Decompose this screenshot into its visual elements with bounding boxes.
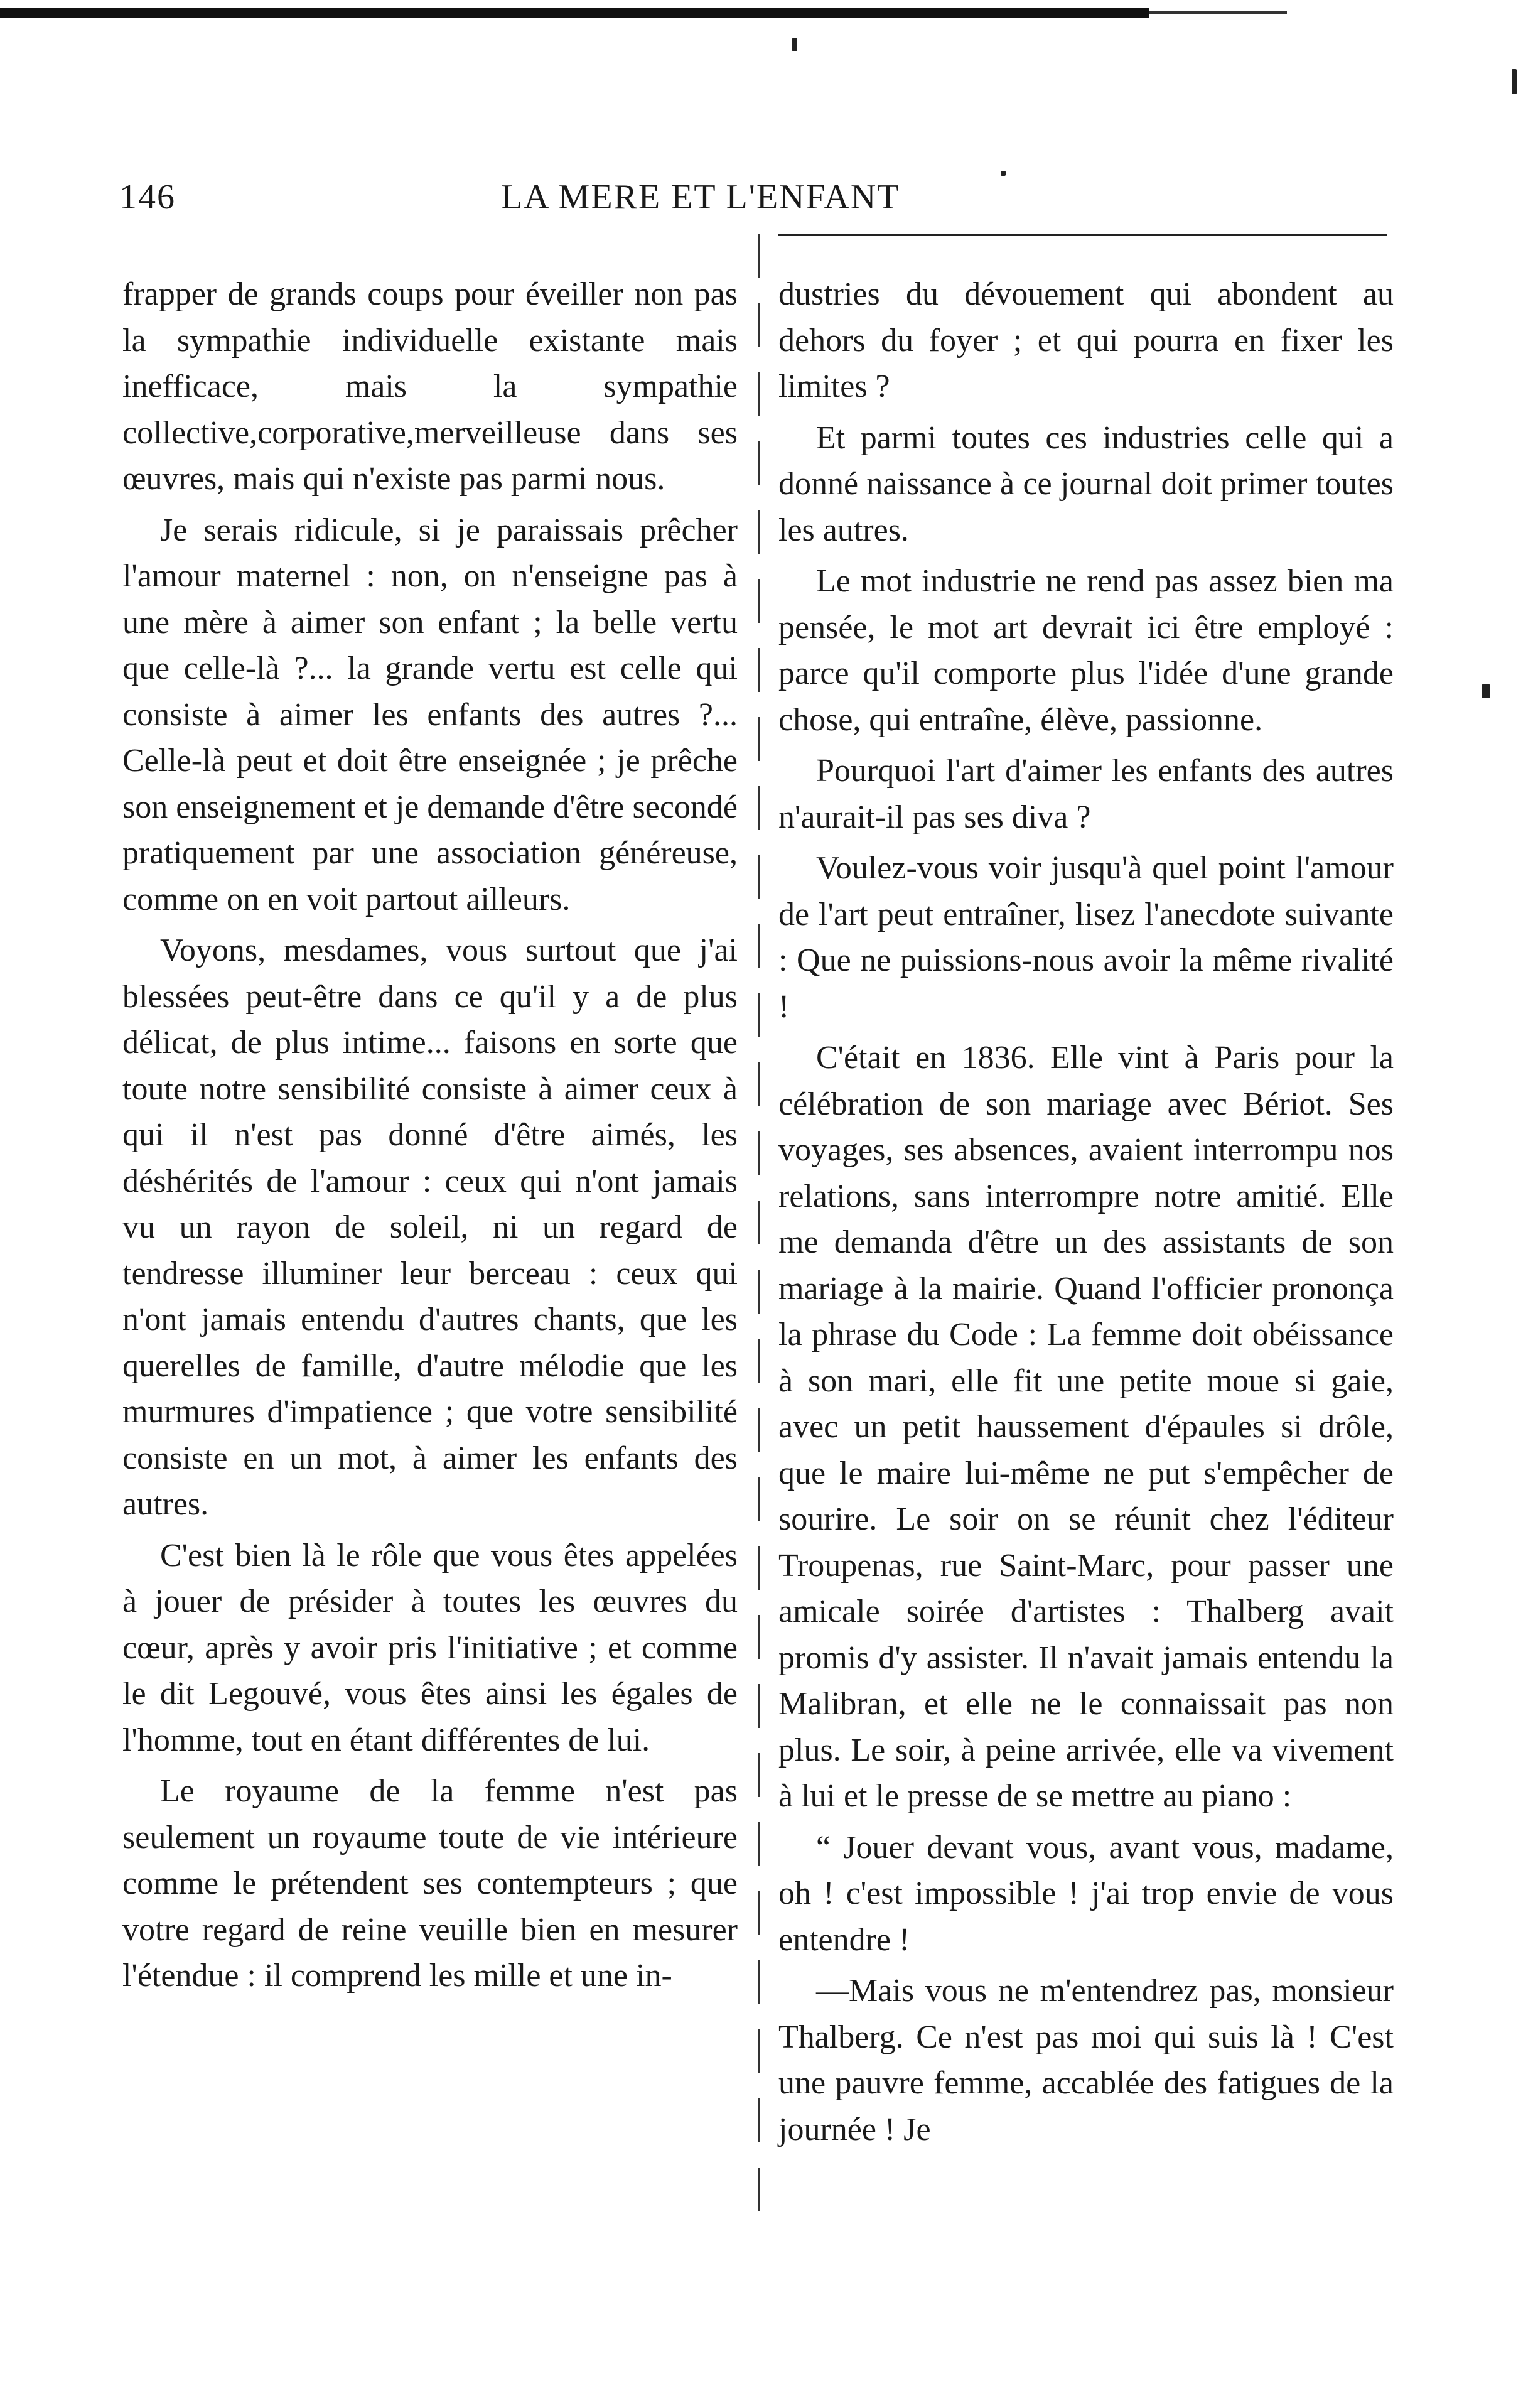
column-divider [758,234,760,2230]
page-number: 146 [119,178,176,217]
running-title: LA MERE ET L'ENFANT [501,178,900,217]
paragraph: Et parmi toutes ces industries celle qui a donné naissance à ce journal doit primer toutes les autres. [778,419,1394,548]
right-column [778,271,1394,2157]
paragraph: Le mot industrie ne rend pas assez bien ma pensée, le mot art devrait ici être employé : parce qu'il comporte plus l'idée d'une grande chose, qui entraîne, élève, passionne. [778,563,1394,738]
paragraph: dustries du dévouement qui abondent au dehors du foyer ; et qui pourra en fixer les limites ? [778,276,1394,404]
paragraph: C'était en 1836. Elle vint à Paris pour la célébration de son mariage avec Bériot. Ses voyages, ses absences, avaient interrompu nos relations, sans interrompre notre amitié. Elle me demanda d'être un des assistants de son mariage à la mairie. Quand l'officier prononça la phrase du Code : La femme doit obéissance à son mari, elle fit une petite moue si gaie, avec un petit haussement d'épaules si drôle, que le maire lui-même ne put s'empêcher de sourire. Le soir on se réunit chez l'éditeur Troupenas, rue Saint-Marc, pour passer une amicale soirée d'artistes : Thalberg avait promis d'y assister. Il n'avait jamais entendu la Malibran, et elle ne le connaissait pas non plus. Le soir, à peine arrivée, elle va vivement à lui et le presse de se mettre au piano : [778,1040,1394,1814]
left-column [122,271,738,2004]
top-border-rule [0,8,1149,18]
paragraph: —Mais vous ne m'entendrez pas, monsieur Thalberg. Ce n'est pas moi qui suis là ! C'est une pauvre femme, accablée des fatigues de la journée ! Je [778,1973,1394,2147]
ink-speck [1512,69,1517,94]
paragraph: Pourquoi l'art d'aimer les enfants des autres n'aurait-il pas ses diva ? [778,753,1394,835]
header-rule [778,234,1387,236]
paragraph: C'est bien là le rôle que vous êtes appelées à jouer de présider à toutes les œuvres du cœur, après y avoir pris l'initiative ; et comme le dit Legouvé, vous êtes ainsi les égales de l'homme, tout en étant différentes de lui. [122,1537,738,1758]
ink-speck [792,38,797,51]
top-border-rule-thin [1149,11,1287,14]
paragraph: frapper de grands coups pour éveiller non pas la sympathie individuelle existante mais inefficace, mais la sympathie collective,corporative,merveilleuse dans ses œuvres, mais qui n'existe pas parmi nous. [122,276,738,497]
paragraph: “ Jouer devant vous, avant vous, madame, oh ! c'est impossible ! j'ai trop envie de vous entendre ! [778,1829,1394,1958]
ink-speck [1482,684,1490,698]
ink-speck [1001,171,1006,176]
paragraph: Voulez-vous voir jusqu'à quel point l'amour de l'art peut entraîner, lisez l'anecdote suivante : Que ne puissions-nous avoir la même rivalité ! [778,850,1394,1025]
page-header [119,177,1389,227]
paragraph: Je serais ridicule, si je paraissais prêcher l'amour maternel : non, on n'enseigne pas à une mère à aimer son enfant ; la belle vertu que celle-là ?... la grande vertu est celle qui consiste à aimer les enfants des autres ?... Celle-là peut et doit être enseignée ; je prêche son enseignement et je demande d'être secondé pratiquement par une association généreuse, comme on en voit partout ailleurs. [122,512,738,917]
paragraph: Voyons, mesdames, vous surtout que j'ai blessées peut-être dans ce qu'il y a de plus délicat, de plus intime... faisons en sorte que toute notre sensibilité consiste à aimer ceux à qui il n'est pas donné d'être aimés, les déshérités de l'amour : ceux qui n'ont jamais vu un rayon de soleil, ni un regard de tendresse illuminer leur berceau : ceux qui n'ont jamais entendu d'autres chants, que les querelles de famille, d'autre mélodie que les murmures d'impatience ; que votre sensibilité consiste en un mot, à aimer les enfants des autres. [122,932,738,1522]
paragraph: Le royaume de la femme n'est pas seulement un royaume toute de vie intérieure comme le prétendent ses contempteurs ; que votre regard de reine veuille bien en mesurer l'étendue : il comprend les mille et une in- [122,1773,738,1994]
